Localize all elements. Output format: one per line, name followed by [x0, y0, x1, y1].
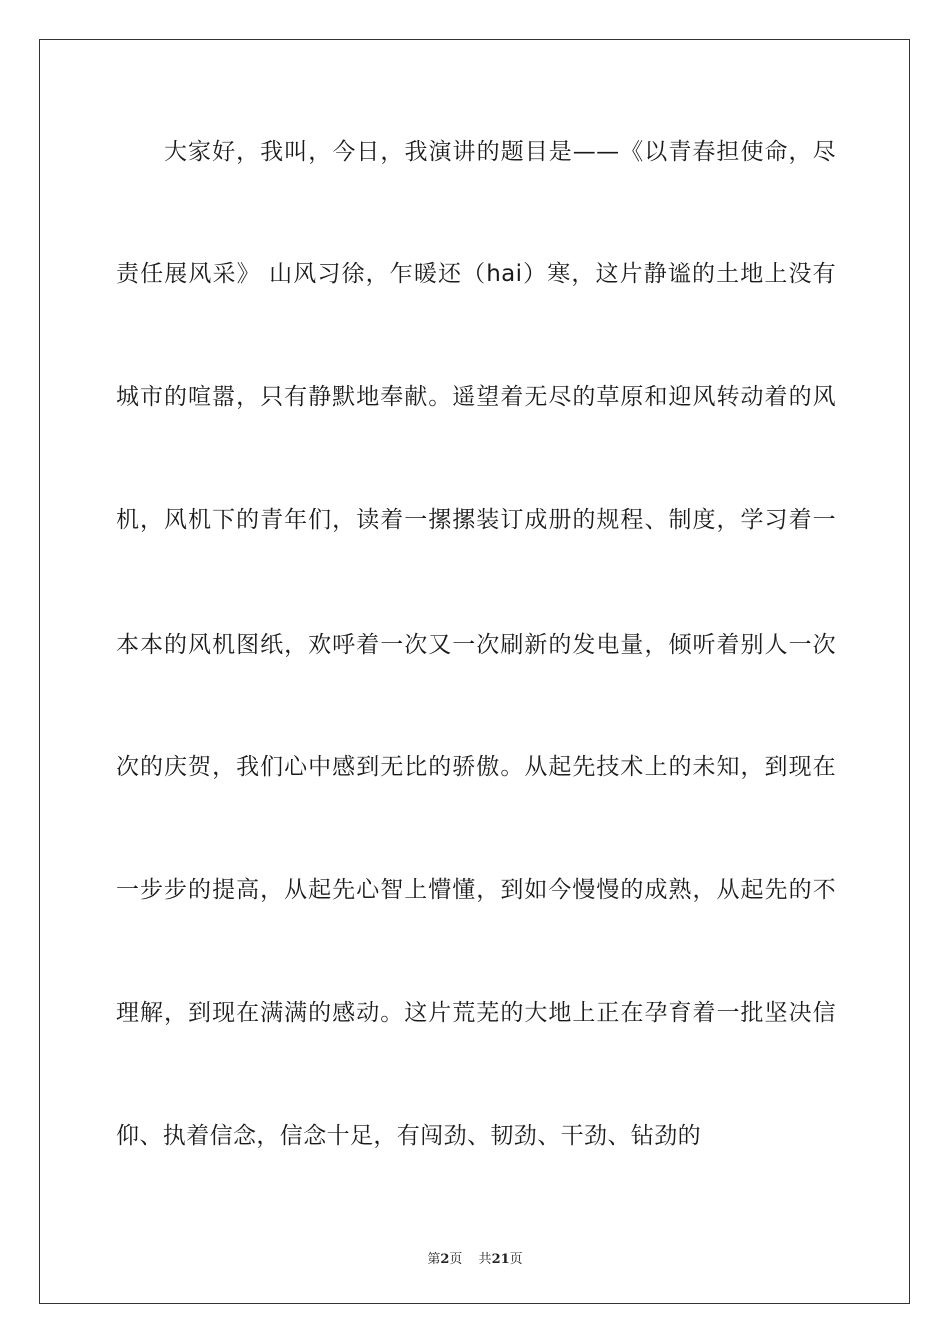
text-line-2: 责任展风采》 山风习徐，乍暖还（hai）寒，这片静谧的土地上没有	[116, 261, 836, 287]
text-line-5: 本本的风机图纸，欢呼着一次又一次刷新的发电量，倾听着别人一次	[116, 632, 836, 658]
text-line-1: 大家好，我叫，今日，我演讲的题目是——《以青春担使命，尽	[164, 139, 836, 165]
text-line-7: 一步步的提高，从起先心智上懵懂，到如今慢慢的成熟，从起先的不	[116, 877, 836, 903]
page-number-label	[427, 1252, 462, 1267]
total-page-count: 21	[491, 1252, 510, 1267]
text-line-3: 城市的喧嚣，只有静默地奉献。遥望着无尽的草原和迎风转动着的风	[116, 384, 836, 410]
total-suffix: 页	[509, 1252, 523, 1267]
text-line-6: 次的庆贺，我们心中感到无比的骄傲。从起先技术上的未知，到现在	[116, 754, 836, 780]
text-line-8: 理解，到现在满满的感动。这片荒芜的大地上正在孕育着一批坚决信	[116, 1000, 836, 1026]
text-line-4: 机，风机下的青年们，读着一摞摞装订成册的规程、制度，学习着一	[116, 507, 836, 533]
page-footer	[0, 1248, 950, 1267]
page-frame	[39, 39, 910, 1304]
page-prefix: 第	[427, 1252, 441, 1267]
total-pages-label	[479, 1252, 523, 1267]
current-page-number: 2	[440, 1252, 450, 1267]
page-suffix: 页	[449, 1252, 463, 1267]
text-line-9: 仰、执着信念，信念十足，有闯劲、韧劲、干劲、钻劲的	[116, 1123, 701, 1149]
total-prefix: 共	[478, 1252, 492, 1267]
